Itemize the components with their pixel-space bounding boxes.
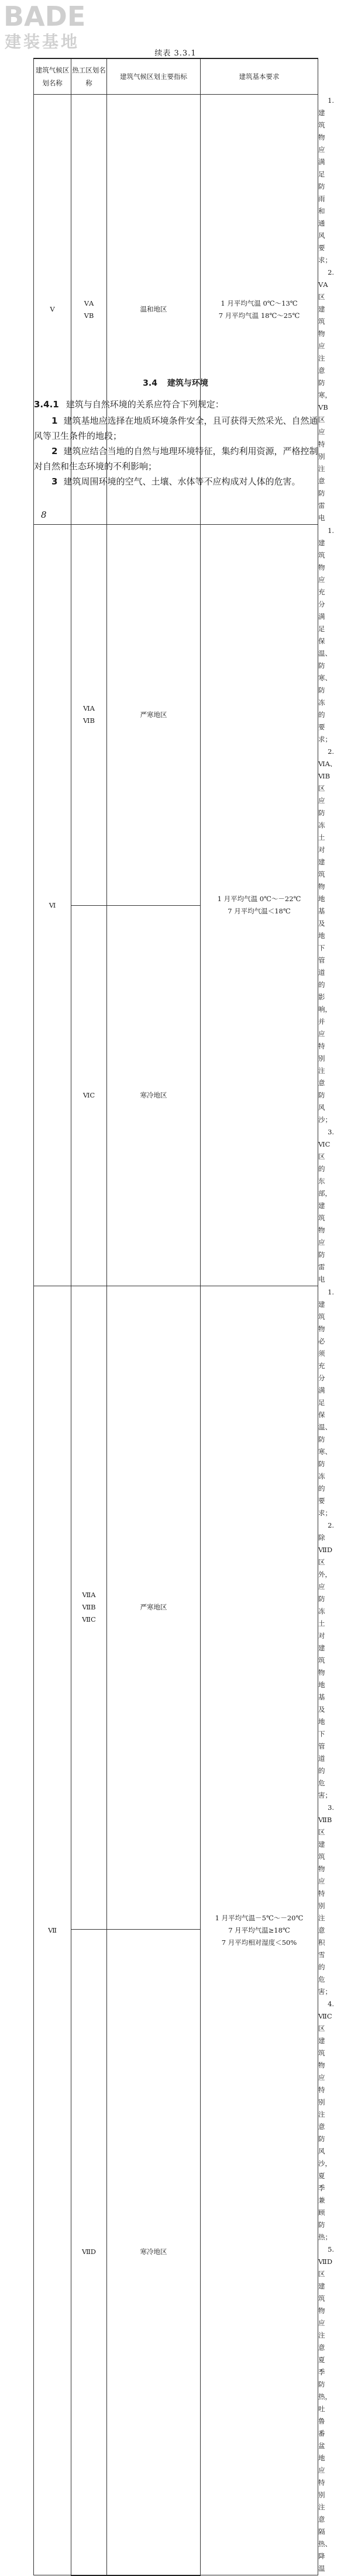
logo-wordmark: BADE — [4, 1, 86, 32]
sub-zone-codes-text: ⅦA ⅦB ⅦC — [82, 1591, 96, 1624]
table-caption: 续表 3.3.1 — [154, 49, 197, 58]
zone-cell: Ⅵ — [34, 525, 71, 1286]
table-header-row — [34, 58, 318, 95]
indicators-text: 1 月平均气温 0℃～－22℃ 7 月平均气温＜18℃ — [217, 895, 301, 915]
header-zone-name: 建筑气候区划名称 — [34, 58, 71, 95]
sub-zone-codes — [71, 1929, 107, 2575]
header-thermal-zone: 热工区划名称 — [71, 58, 107, 95]
zone-cell: Ⅶ — [34, 1286, 71, 2575]
list-item — [34, 413, 319, 444]
table-row-zone-vi: Ⅵ ⅥA ⅥB 严寒地区 1 月平均气温 0℃～－22℃ 7 月平均气温＜18℃ 1. 建筑物应充分满足保温、防寒、防冻的要求； 2. ⅥA、ⅥB 区应防冻土对建筑物地基及地下管道的影响，并应特别注意防风沙； 3. ⅥC 区的东部，建筑物应防雷电 — [34, 525, 318, 906]
sub-zone-codes — [71, 1286, 107, 1930]
list-item — [34, 444, 319, 474]
item-text: 建筑周围环境的空气、土壤、水体等不应构成对人体的危害。 — [63, 476, 301, 487]
sub-zone-codes-text: ⅥC — [82, 1091, 95, 1100]
sub-zone-codes-text: ⅥA ⅥB — [82, 704, 95, 725]
list-item — [34, 474, 319, 489]
sub-zone-codes-text: ⅤA ⅤB — [84, 299, 94, 320]
item-number: 2 — [51, 446, 58, 456]
page-number: 8 — [41, 510, 47, 520]
item-text: 建筑基地应选择在地质环境条件安全，且可获得天然采光、自然通风等卫生条件的地段； — [34, 416, 318, 441]
header-requirements: 建筑基本要求 — [201, 58, 318, 95]
table-row-zone-vii: Ⅶ ⅦA ⅦB ⅦC 严寒地区 1 月平均气温－5℃～－20℃ 7 月平均气温≥18℃ 7 月平均相对湿度＜50% 1. 建筑物必须充分满足保温、防寒、防冻的要求； 2. 除ⅦD 区外，应防冻土对建筑物地基及地下管道的危害； 3. ⅦB 区建筑物应特别注意积雪的危害； 4. ⅦC 区建筑物应特别注意防风沙，夏季兼顾防热； 5. ⅦD 区建筑物应注意夏季防热，吐鲁番盆地应特别注意隔热、降温 — [34, 1286, 318, 1930]
clause-text: 建筑与自然环境的关系应符合下列规定： — [66, 399, 224, 410]
sub-zone-codes-text: ⅦD — [81, 2248, 97, 2256]
thermal-zone-cell: 寒冷地区 — [107, 905, 201, 1286]
table-row-zone-v: Ⅴ ⅤA ⅤB 温和地区 1 月平均气温 0℃～13℃ 7 月平均气温 18℃～25℃ 1. 建筑物应满足防雨和通风要求； 2. ⅤA 区建筑物应注意防寒，ⅤB 区应特别注意防雷电 — [34, 95, 318, 525]
section-heading — [0, 377, 351, 389]
indicators-cell — [201, 1286, 318, 2575]
zone-cell: Ⅴ — [34, 95, 71, 525]
section-number: 3.4 — [143, 379, 157, 388]
clause-paragraph — [34, 397, 319, 412]
sub-zone-codes — [71, 525, 107, 906]
indicators-text: 1 月平均气温 0℃～13℃ 7 月平均气温 18℃～25℃ — [218, 299, 300, 320]
thermal-zone-cell: 温和地区 — [107, 95, 201, 525]
thermal-zone-cell: 严寒地区 — [107, 525, 201, 906]
item-text: 建筑应结合当地的自然与地理环境特征，集约利用资源，严格控制对自然和生态环境的不利影响； — [34, 446, 318, 472]
bade-logo — [4, 1, 103, 54]
clause-number: 3.4.1 — [34, 399, 59, 410]
thermal-zone-cell: 寒冷地区 — [107, 1929, 201, 2575]
item-number: 3 — [51, 476, 58, 487]
item-number: 1 — [51, 416, 58, 426]
section-title: 建筑与环境 — [167, 379, 208, 388]
indicators-text: 1 月平均气温－5℃～－20℃ 7 月平均气温≥18℃ 7 月平均相对湿度＜50% — [215, 1914, 304, 1947]
indicators-cell — [201, 525, 318, 1286]
header-indicators: 建筑气候区划主要指标 — [107, 58, 201, 95]
thermal-zone-cell: 严寒地区 — [107, 1286, 201, 1930]
logo-subtitle: 建装基地 — [5, 32, 80, 51]
sub-zone-codes — [71, 905, 107, 1286]
